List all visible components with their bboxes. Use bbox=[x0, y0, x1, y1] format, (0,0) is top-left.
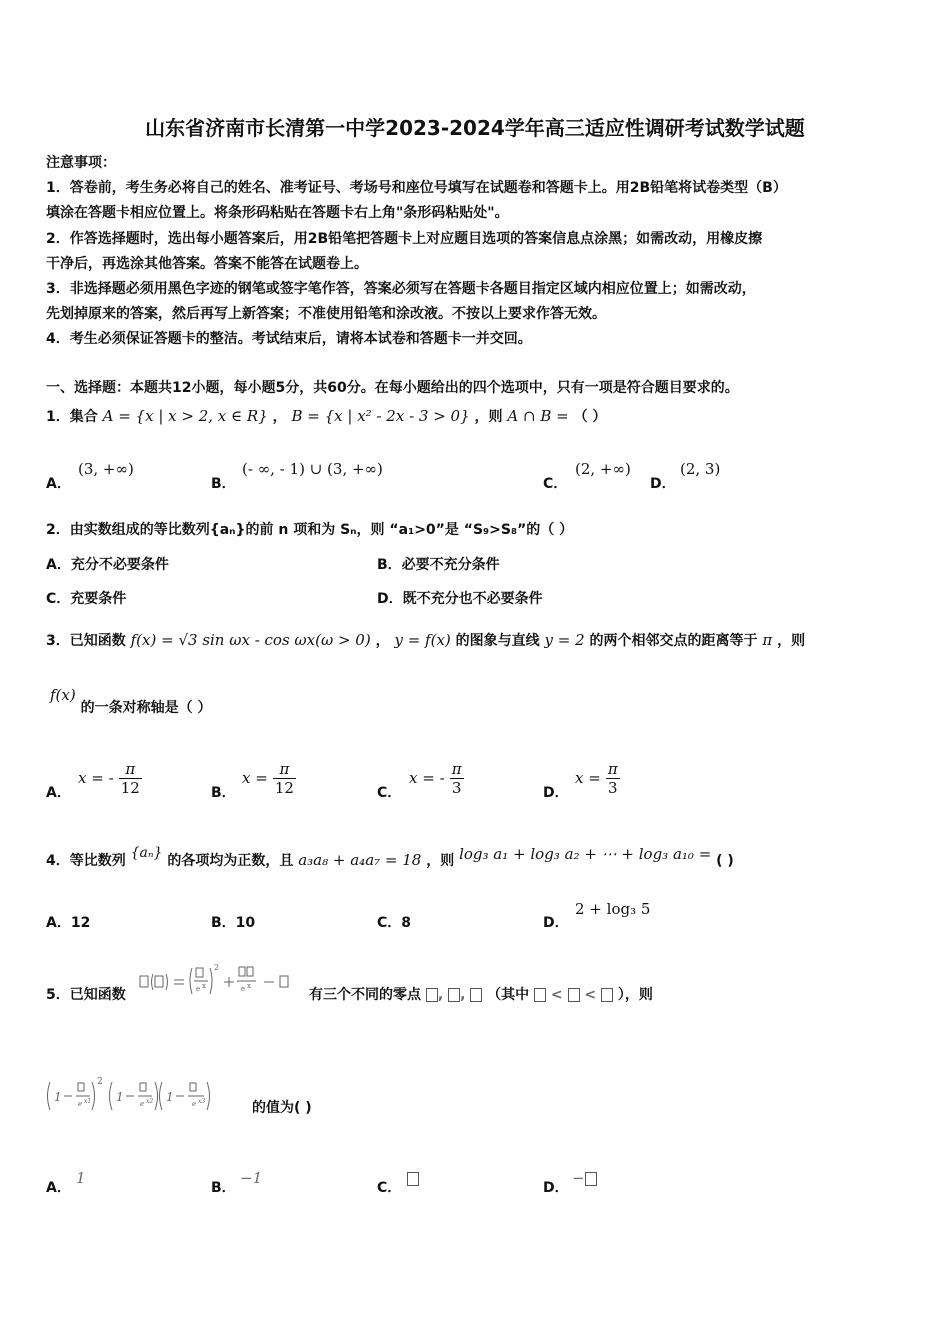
question-4-mid2: ，则 bbox=[426, 853, 455, 869]
question-3-line2-text: 的一条对称轴是（ ） bbox=[80, 700, 212, 716]
option-d-label: D． bbox=[543, 915, 569, 931]
option-c-value bbox=[409, 760, 464, 797]
option-a-value: 充分不必要条件 bbox=[70, 557, 169, 573]
svg-text:1: 1 bbox=[116, 1090, 124, 1104]
option-c-value: (2, +∞) bbox=[575, 460, 631, 478]
notice-line: 先划掉原来的答案，然后再写上新答案；不准使用铅笔和涂改液。不按以上要求作答无效。 bbox=[46, 306, 606, 322]
answer-paren: ( ) bbox=[716, 853, 734, 869]
option-c-glyph bbox=[407, 1172, 419, 1186]
question-5-mid2: （其中 bbox=[487, 987, 530, 1003]
question-1-prefix: 1．集合 bbox=[46, 409, 98, 425]
option-d-label: D． bbox=[543, 1180, 569, 1196]
option-b-value: 10 bbox=[235, 915, 256, 931]
option-c-value bbox=[407, 1168, 419, 1187]
notice-line: 填涂在答题卡相应位置上。将条形码粘贴在答题卡右上角"条形码粘贴处"。 bbox=[46, 205, 509, 221]
question-5-mid-text: 有三个不同的零点 bbox=[309, 987, 421, 1003]
option-b bbox=[377, 554, 500, 574]
question-3-tail2: ，则 bbox=[777, 633, 806, 649]
question-4-mid: 的各项均为正数，且 bbox=[167, 853, 294, 869]
order-x1-glyph bbox=[534, 988, 546, 1002]
option-b-label: B． bbox=[377, 557, 402, 573]
option-b-value: −1 bbox=[240, 1169, 263, 1187]
option-d-label: D． bbox=[543, 785, 569, 801]
pi-symbol: π bbox=[762, 631, 773, 649]
option-c-num: π bbox=[451, 760, 462, 778]
option-c-value: 充要条件 bbox=[70, 591, 127, 607]
option-d-label: D． bbox=[377, 591, 403, 607]
question-5-mid: 有三个不同的零点 , , （其中 < < ），则 bbox=[309, 987, 653, 1003]
option-a-den: 12 bbox=[120, 779, 140, 797]
product-expression-formula bbox=[44, 1074, 250, 1114]
function-formula: f(x) = √3 sin ωx - cos ωx(ω > 0) bbox=[130, 631, 371, 649]
option-a-fraction bbox=[119, 760, 142, 797]
order-x3-glyph bbox=[601, 988, 613, 1002]
graph-formula: y = f(x) bbox=[394, 631, 451, 649]
question-1 bbox=[46, 406, 606, 426]
option-a-value: 12 bbox=[70, 915, 91, 931]
option-d-fraction bbox=[606, 760, 620, 797]
notice-line: 4．考生必须保证答题卡的整洁。考试结束后，请将本试卷和答题卡一并交回。 bbox=[46, 331, 532, 347]
question-5-tail: ），则 bbox=[617, 987, 653, 1003]
option-b-label: B． bbox=[211, 785, 236, 801]
question-3-prefix: 3．已知函数 bbox=[46, 633, 126, 649]
option-a-num: π bbox=[119, 760, 142, 779]
option-b-fraction bbox=[273, 760, 296, 797]
option-d-value: 2 + log₃ 5 bbox=[575, 900, 651, 918]
option-b-label: B． bbox=[211, 476, 236, 492]
question-3-sep: ， bbox=[375, 633, 390, 649]
zero-x2-glyph bbox=[448, 988, 460, 1002]
option-c-fraction bbox=[450, 760, 464, 797]
option-a-label: A． bbox=[46, 915, 71, 931]
option-b-lhs: x = bbox=[242, 769, 268, 787]
option-c-value: 8 bbox=[401, 915, 412, 931]
zero-x3-glyph bbox=[470, 988, 482, 1002]
option-a-label: A． bbox=[46, 557, 71, 573]
svg-text:x: x bbox=[247, 982, 251, 990]
zero-x1-glyph bbox=[426, 988, 438, 1002]
svg-text:1: 1 bbox=[166, 1090, 174, 1104]
answer-paren: （ ） bbox=[573, 409, 607, 425]
option-b-label: B． bbox=[211, 1180, 236, 1196]
question-1-mid: ，则 bbox=[474, 409, 503, 425]
option-b bbox=[211, 912, 255, 932]
question-4-prefix: 4．等比数列 bbox=[46, 853, 126, 869]
option-b-label: B． bbox=[211, 915, 236, 931]
question-5-prefix: 5．已知函数 bbox=[46, 987, 126, 1003]
question-3-line-2 bbox=[50, 686, 212, 717]
set-a-formula: A = {x | x > 2, x ∈ R} bbox=[102, 407, 268, 425]
svg-text:e: e bbox=[192, 1100, 197, 1108]
notice-heading: 注意事项： bbox=[46, 155, 116, 171]
option-a-label: A． bbox=[46, 1180, 71, 1196]
option-c-den: 3 bbox=[451, 779, 462, 797]
option-a-value: (3, +∞) bbox=[78, 460, 134, 478]
option-c-label: C． bbox=[377, 785, 402, 801]
option-a-lhs: x = - bbox=[78, 769, 114, 787]
notice-line: 2．作答选择题时，选出每小题答案后，用2B铅笔把答题卡上对应题目选项的答案信息点涂黑；如需改动，用橡皮擦 bbox=[46, 231, 763, 247]
option-b-value bbox=[242, 760, 296, 797]
svg-text:x: x bbox=[202, 982, 206, 990]
fx-formula: f(x) bbox=[50, 686, 76, 704]
intersection-formula: A ∩ B = bbox=[507, 407, 569, 425]
section-heading: 一、选择题：本题共12小题，每小题5分，共60分。在每小题给出的四个选项中，只有一项是符合题目要求的。 bbox=[46, 380, 739, 396]
question-2: 2．由实数组成的等比数列{aₙ}的前 n 项和为 Sₙ，则 “a₁>0”是 “S₉>S₈”的（ ） bbox=[46, 522, 574, 538]
option-d-value bbox=[575, 760, 620, 797]
log-sum-formula: log₃ a₁ + log₃ a₂ + ⋯ + log₃ a₁₀ = bbox=[459, 845, 712, 863]
svg-text:2: 2 bbox=[97, 1077, 103, 1087]
option-a-value: 1 bbox=[76, 1169, 86, 1187]
option-a bbox=[46, 554, 169, 574]
svg-text:1: 1 bbox=[54, 1090, 62, 1104]
option-d-label: D． bbox=[650, 476, 676, 492]
svg-text:x2: x2 bbox=[146, 1098, 154, 1105]
option-d-value: 既不充分也不必要条件 bbox=[402, 591, 543, 607]
notice-line: 干净后，再选涂其他答案。答案不能答在试题卷上。 bbox=[46, 256, 368, 272]
svg-text:x3: x3 bbox=[198, 1098, 206, 1105]
sequence-formula: {aₙ} bbox=[130, 845, 163, 861]
option-d-glyph bbox=[585, 1172, 597, 1186]
option-d-den: 3 bbox=[608, 779, 618, 797]
condition-formula: a₃a₈ + a₄a₇ = 18 bbox=[298, 851, 422, 869]
option-c-label: C． bbox=[46, 591, 71, 607]
question-5-line-2: 的值为( ) bbox=[252, 1100, 312, 1116]
option-a-value bbox=[78, 760, 142, 797]
option-a bbox=[46, 912, 90, 932]
option-b-value: (- ∞, - 1) ∪ (3, +∞) bbox=[242, 460, 383, 478]
svg-text:e: e bbox=[241, 985, 246, 993]
option-c bbox=[46, 588, 126, 608]
option-d-num: π bbox=[607, 760, 618, 778]
option-c bbox=[377, 912, 411, 932]
question-4 bbox=[46, 845, 734, 870]
svg-text:x1: x1 bbox=[84, 1098, 92, 1105]
svg-text:e: e bbox=[196, 985, 201, 993]
option-b-num: π bbox=[273, 760, 296, 779]
option-b-value: 必要不充分条件 bbox=[401, 557, 500, 573]
option-d bbox=[377, 588, 543, 608]
option-d-value bbox=[572, 1168, 597, 1187]
option-a-label: A． bbox=[46, 476, 71, 492]
option-c-label: C． bbox=[377, 1180, 402, 1196]
page-title: 山东省济南市长清第一中学2023-2024学年高三适应性调研考试数学试题 bbox=[145, 116, 805, 140]
option-c-lhs: x = - bbox=[409, 769, 445, 787]
svg-text:2: 2 bbox=[214, 963, 220, 972]
notice-line: 3．非选择题必须用黑色字迹的钢笔或签字笔作答，答案必须写在答题卡各题目指定区域内相应位置上；如需改动， bbox=[46, 281, 756, 297]
option-a-label: A． bbox=[46, 785, 71, 801]
notice-line: 1．答卷前，考生务必将自己的姓名、准考证号、考场号和座位号填写在试题卷和答题卡上。用2B铅笔将试卷类型（B） bbox=[46, 180, 787, 196]
option-d-value: (2, 3) bbox=[680, 460, 721, 478]
option-c-label: C． bbox=[377, 915, 402, 931]
order-x2-glyph bbox=[568, 988, 580, 1002]
option-b-den: 12 bbox=[274, 779, 294, 797]
option-d-lhs: x = bbox=[575, 769, 601, 787]
svg-text:e: e bbox=[78, 1100, 83, 1108]
option-d-text: − bbox=[572, 1169, 585, 1187]
line-formula: y = 2 bbox=[544, 631, 585, 649]
question-3-mid: 的图象与直线 bbox=[455, 633, 540, 649]
function-image-formula bbox=[138, 962, 310, 1002]
option-c-label: C． bbox=[543, 476, 568, 492]
question-1-sep: ， bbox=[272, 409, 287, 425]
question-3-tail: 的两个相邻交点的距离等于 bbox=[589, 633, 758, 649]
question-3 bbox=[46, 630, 805, 650]
svg-text:e: e bbox=[140, 1100, 145, 1108]
set-b-formula: B = {x | x² - 2x - 3 > 0} bbox=[291, 407, 470, 425]
